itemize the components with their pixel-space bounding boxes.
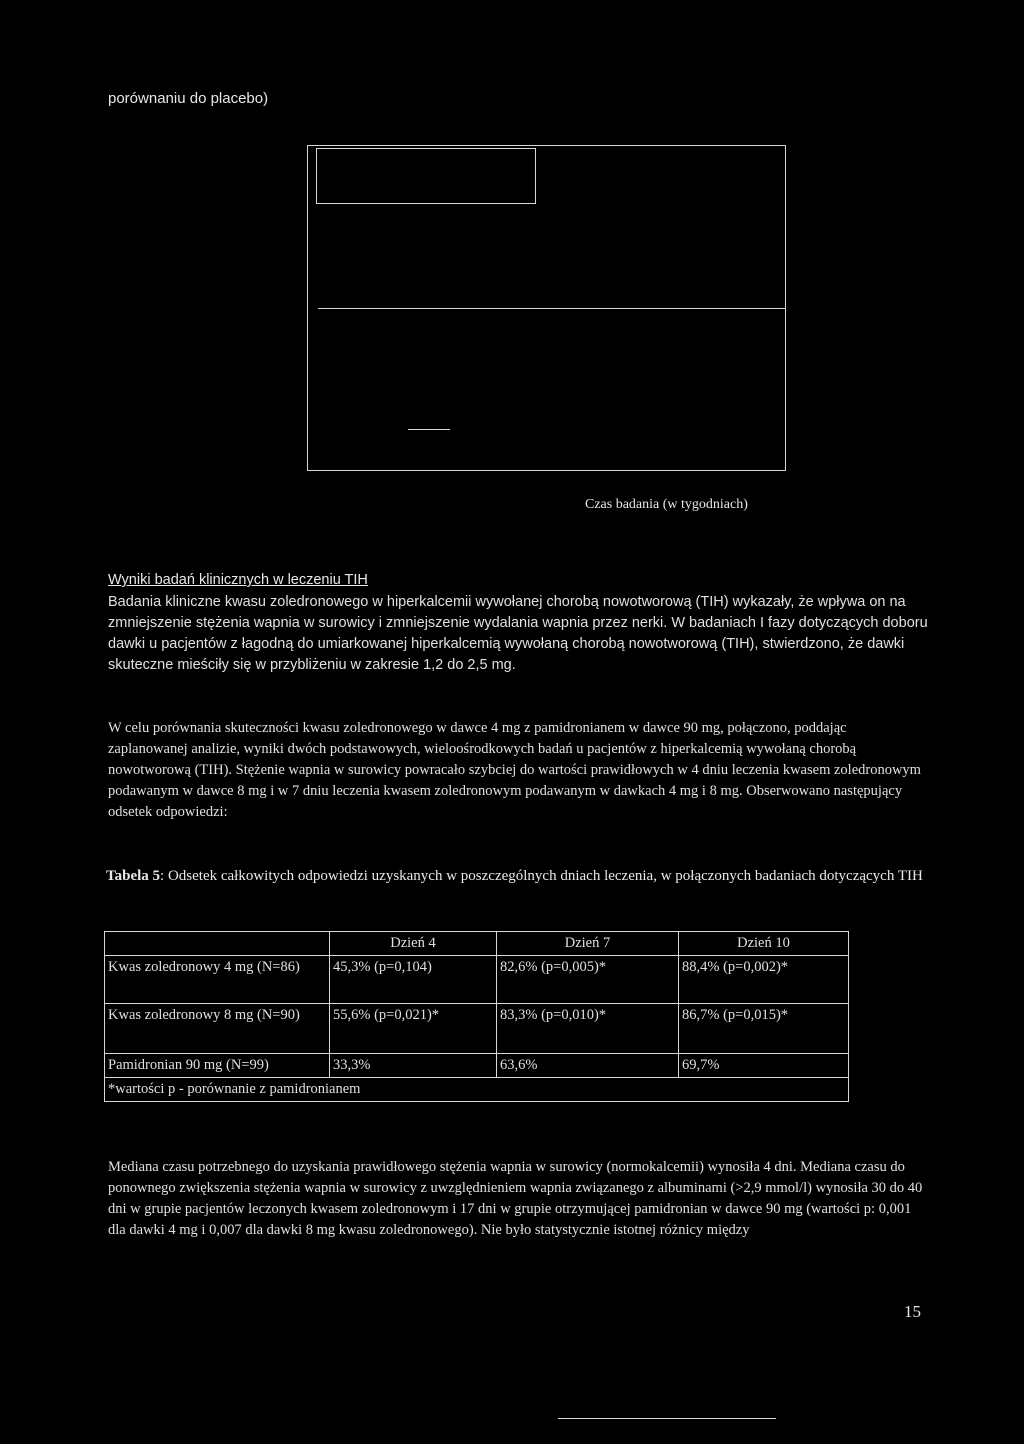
table-row [105, 1054, 849, 1078]
table-cell: Kwas zoledronowy 8 mg (N=90) [105, 1004, 330, 1054]
table-footnote-row [105, 1078, 849, 1102]
table-cell: 83,3% (p=0,010)* [497, 1004, 679, 1054]
table-cell: 63,6% [497, 1054, 679, 1078]
table-header-cell: Dzień 10 [679, 932, 849, 956]
chart-reference-line [318, 308, 786, 309]
footer-rule [558, 1418, 776, 1419]
table-caption-text: : Odsetek całkowitych odpowiedzi uzyskanych w poszczególnych dniach leczenia, w połączonych badaniach dotyczących TIH [160, 868, 923, 884]
table-cell: 82,6% (p=0,005)* [497, 956, 679, 1004]
chart-legend-dash [408, 429, 450, 430]
table-cell: Kwas zoledronowy 4 mg (N=86) [105, 956, 330, 1004]
page-heading-fragment: porównaniu do placebo) [108, 90, 269, 107]
table-header-cell: Dzień 7 [497, 932, 679, 956]
table-cell: 55,6% (p=0,021)* [330, 1004, 497, 1054]
table-cell: 88,4% (p=0,002)* [679, 956, 849, 1004]
table-cell: 45,3% (p=0,104) [330, 956, 497, 1004]
table-cell: 33,3% [330, 1054, 497, 1078]
results-table [104, 931, 849, 1102]
page-number: 15 [904, 1302, 921, 1321]
table-footnote: *wartości p - porównanie z pamidronianem [105, 1078, 849, 1102]
table-cell: Pamidronian 90 mg (N=99) [105, 1054, 330, 1078]
paragraph-comparison: W celu porównania skuteczności kwasu zoledronowego w dawce 4 mg z pamidronianem w dawce 90 mg, połączono, poddając zaplanowanej analizie, wyniki dwóch podstawowych, wieloośrodkowych badań u pacjentów z hiperkalcemią wywołaną chorobą nowotworową (TIH). Stężenie wapnia w surowicy powracało szybciej do wartości prawidłowych w 4 dniu leczenia kwasem zoledronowym podawanym w dawce 8 mg i w 7 dniu leczenia kwasem zoledronowym podawanym w dawkach 4 mg i 8 mg. Obserwowano następujący odsetek odpowiedzi: [108, 720, 921, 820]
table-caption [106, 866, 926, 887]
table-row [105, 1004, 849, 1054]
table-cell: 86,7% (p=0,015)* [679, 1004, 849, 1054]
table-header-row [105, 932, 849, 956]
table-header-cell: Dzień 4 [330, 932, 497, 956]
table-cell: 69,7% [679, 1054, 849, 1078]
section-title: Wyniki badań klinicznych w leczeniu TIH [108, 572, 368, 588]
table-header-cell [105, 932, 330, 956]
table-caption-label: Tabela 5 [106, 868, 161, 884]
chart-x-axis-caption: Czas badania (w tygodniach) [585, 497, 748, 512]
chart-legend-box [316, 148, 536, 204]
paragraph-tih-trials: Badania kliniczne kwasu zoledronowego w hiperkalcemii wywołanej chorobą nowotworową (TIH) wykazały, że wpływa on na zmniejszenie stężenia wapnia w surowicy i zmniejszenie wydalania wapnia przez nerki. W badaniach I fazy dotyczących doboru dawki u pacjentów z łagodną do umiarkowanej hiperkalcemią wywołaną chorobą nowotworową (TIH), stwierdzono, że dawki skuteczne mieściły się w przybliżeniu w zakresie 1,2 do 2,5 mg. [108, 594, 928, 673]
table-row [105, 956, 849, 1004]
paragraph-median-time: Mediana czasu potrzebnego do uzyskania prawidłowego stężenia wapnia w surowicy (normokalcemii) wynosiła 4 dni. Mediana czasu do ponownego zwiększenia stężenia wapnia w surowicy z uwzględnieniem wapnia związanego z albuminami (>2,9 mmol/l) wynosiła 30 do 40 dni w grupie pacjentów leczonych kwasem zoledronowym i 17 dni w grupie otrzymującej pamidronian w dawce 90 mg (wartości p: 0,001 dla dawki 4 mg i 0,007 dla dawki 8 mg kwasu zoledronowego). Nie było statystycznie istotnej różnicy między [108, 1159, 923, 1238]
